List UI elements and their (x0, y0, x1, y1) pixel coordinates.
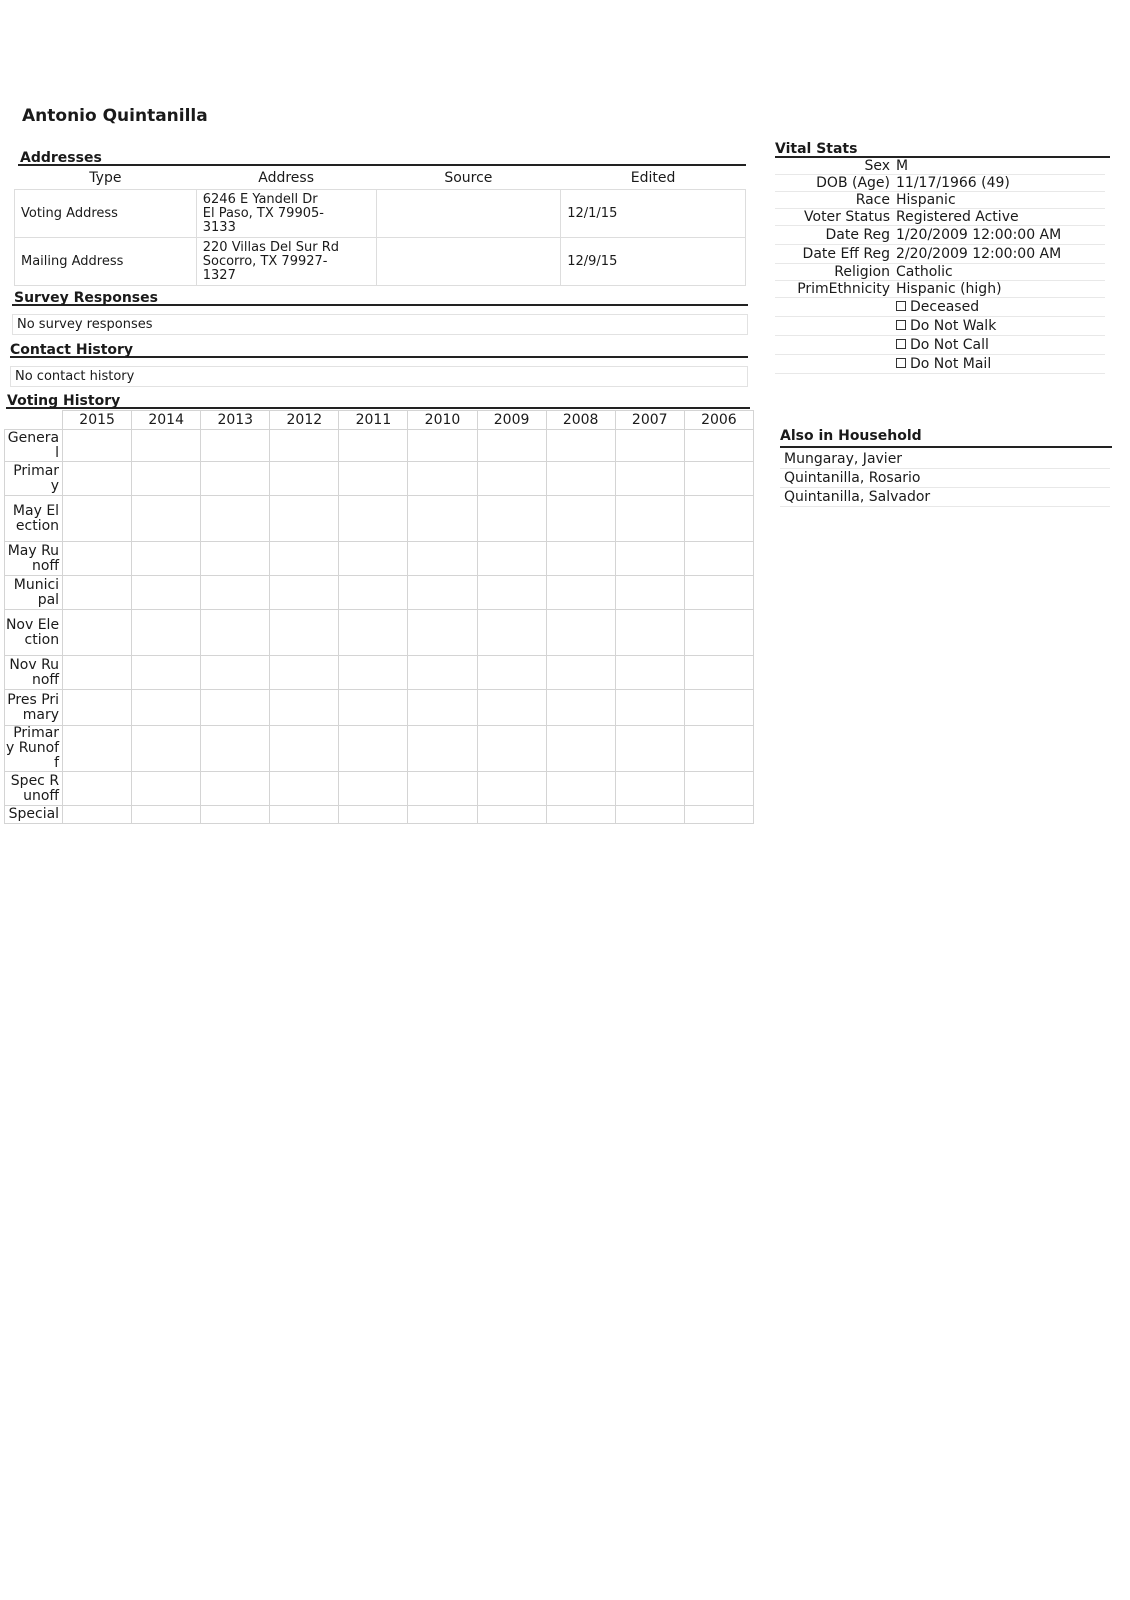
household-heading: Also in Household (780, 428, 922, 444)
election-label: Spec Runoff (5, 772, 63, 806)
address-text (196, 238, 376, 286)
vote-cell (132, 656, 201, 690)
contact-empty-text: No contact history (10, 366, 748, 387)
vital-label: Date Reg (775, 226, 893, 245)
contact-heading: Contact History (10, 342, 134, 358)
vital-flag-label: Do Not Call (910, 337, 989, 353)
vital-flag-row (775, 336, 1105, 355)
vote-cell (201, 656, 270, 690)
vote-cell (477, 772, 546, 806)
address-line: 220 Villas Del Sur Rd (202, 239, 340, 255)
vote-cell (684, 806, 753, 824)
vital-flag-spacer (775, 336, 893, 355)
vote-cell (270, 542, 339, 576)
vote-cell (270, 610, 339, 656)
vote-cell (201, 772, 270, 806)
vote-cell (132, 430, 201, 462)
election-label: Nov Election (5, 610, 63, 656)
address-edited: 12/1/15 (561, 190, 746, 238)
election-row (5, 656, 754, 690)
vital-flag-label: Deceased (910, 299, 980, 315)
vital-flag-row (775, 298, 1105, 317)
vote-cell (546, 772, 615, 806)
vital-flag-row (775, 355, 1105, 374)
vote-cell (477, 806, 546, 824)
vital-row (775, 192, 1105, 209)
vote-cell (408, 690, 477, 726)
vote-cell (339, 610, 408, 656)
vote-cell (684, 542, 753, 576)
vote-cell (132, 726, 201, 772)
vital-label: PrimEthnicity (775, 281, 893, 298)
year-header: 2012 (270, 411, 339, 430)
vote-cell (408, 576, 477, 610)
vote-cell (684, 690, 753, 726)
vital-value: M (893, 158, 1105, 175)
vote-cell (270, 462, 339, 496)
election-row (5, 462, 754, 496)
household-list (780, 450, 1110, 507)
year-header: 2011 (339, 411, 408, 430)
vote-cell (546, 806, 615, 824)
vital-label: Date Eff Reg (775, 245, 893, 264)
vote-cell (63, 772, 132, 806)
vote-cell (408, 726, 477, 772)
vote-cell (408, 430, 477, 462)
vital-flag (893, 298, 1105, 317)
vote-cell (546, 542, 615, 576)
vital-row (775, 175, 1105, 192)
vote-cell (615, 496, 684, 542)
election-label: Special (5, 806, 63, 824)
address-source (376, 238, 561, 286)
year-header: 2006 (684, 411, 753, 430)
vote-cell (132, 690, 201, 726)
vote-cell (63, 806, 132, 824)
address-line: 3133 (202, 219, 236, 235)
vital-flag (893, 336, 1105, 355)
vote-cell (477, 690, 546, 726)
vote-cell (408, 656, 477, 690)
vote-cell (615, 806, 684, 824)
vote-cell (339, 656, 408, 690)
checkbox-icon[interactable] (896, 301, 906, 311)
vote-cell (63, 656, 132, 690)
vote-cell (63, 726, 132, 772)
vital-heading: Vital Stats (775, 141, 858, 157)
vote-cell (615, 462, 684, 496)
addresses-heading: Addresses (20, 150, 102, 166)
election-row (5, 772, 754, 806)
vote-cell (339, 496, 408, 542)
vote-cell (684, 430, 753, 462)
vital-flag (893, 355, 1105, 374)
vote-cell (408, 772, 477, 806)
address-line: 1327 (202, 267, 236, 283)
election-row (5, 496, 754, 542)
vote-cell (132, 772, 201, 806)
vote-cell (201, 576, 270, 610)
vital-flag-label: Do Not Walk (910, 318, 997, 334)
vital-value: Catholic (893, 264, 1105, 281)
page-title: Antonio Quintanilla (22, 106, 208, 126)
checkbox-icon[interactable] (896, 320, 906, 330)
vote-cell (477, 462, 546, 496)
election-label: May Election (5, 496, 63, 542)
election-row (5, 576, 754, 610)
vote-cell (615, 610, 684, 656)
addresses-table (14, 168, 746, 286)
election-label: Primary Runoff (5, 726, 63, 772)
vital-value: Hispanic (high) (893, 281, 1105, 298)
col-header-address: Address (258, 170, 314, 186)
vote-cell (339, 726, 408, 772)
year-header: 2013 (201, 411, 270, 430)
vote-cell (63, 576, 132, 610)
vote-cell (477, 542, 546, 576)
vote-cell (477, 610, 546, 656)
vital-flag-label: Do Not Mail (910, 356, 992, 372)
year-header: 2008 (546, 411, 615, 430)
vote-cell (546, 656, 615, 690)
vote-cell (615, 726, 684, 772)
survey-empty-text: No survey responses (12, 314, 748, 335)
vote-cell (201, 462, 270, 496)
vote-cell (339, 772, 408, 806)
vote-cell (270, 496, 339, 542)
vital-flag (893, 317, 1105, 336)
vote-cell (684, 610, 753, 656)
election-row (5, 542, 754, 576)
vote-cell (339, 430, 408, 462)
vital-row (775, 158, 1105, 175)
vote-cell (201, 690, 270, 726)
col-header-type: Type (89, 170, 122, 186)
vote-cell (615, 656, 684, 690)
vote-cell (201, 496, 270, 542)
election-row (5, 806, 754, 824)
vote-cell (339, 690, 408, 726)
vital-label: Race (775, 192, 893, 209)
col-header-source: Source (444, 170, 493, 186)
vote-cell (132, 542, 201, 576)
vote-cell (684, 656, 753, 690)
vote-cell (684, 496, 753, 542)
vote-cell (270, 576, 339, 610)
vote-cell (684, 576, 753, 610)
vote-cell (684, 772, 753, 806)
vital-value: 1/20/2009 12:00:00 AM (893, 226, 1105, 245)
vote-cell (201, 610, 270, 656)
vote-cell (201, 726, 270, 772)
vital-label: Voter Status (775, 209, 893, 226)
vote-cell (615, 430, 684, 462)
vote-cell (546, 576, 615, 610)
household-rule (780, 446, 1112, 448)
vote-cell (615, 772, 684, 806)
vote-cell (615, 576, 684, 610)
vote-cell (201, 542, 270, 576)
vital-row (775, 209, 1105, 226)
household-member: Mungaray, Javier (780, 450, 1110, 469)
vote-cell (546, 610, 615, 656)
vote-cell (477, 430, 546, 462)
vote-cell (270, 656, 339, 690)
vote-cell (132, 576, 201, 610)
vote-cell (477, 496, 546, 542)
vote-cell (201, 430, 270, 462)
election-label: Primary (5, 462, 63, 496)
vote-cell (339, 542, 408, 576)
year-header: 2010 (408, 411, 477, 430)
address-edited: 12/9/15 (561, 238, 746, 286)
voting-heading: Voting History (7, 393, 121, 409)
vital-flag-spacer (775, 355, 893, 374)
election-label: General (5, 430, 63, 462)
voting-history-grid (4, 410, 754, 824)
vital-flag-row (775, 317, 1105, 336)
vote-cell (408, 542, 477, 576)
addresses-rule (18, 164, 746, 166)
vote-cell (615, 690, 684, 726)
vote-cell (477, 576, 546, 610)
election-label: Municipal (5, 576, 63, 610)
address-type: Voting Address (15, 190, 197, 238)
vital-value: 11/17/1966 (49) (893, 175, 1105, 192)
vote-cell (132, 806, 201, 824)
vital-flag-spacer (775, 298, 893, 317)
vote-cell (339, 806, 408, 824)
vote-cell (615, 542, 684, 576)
vote-cell (477, 726, 546, 772)
vote-cell (546, 690, 615, 726)
vote-cell (63, 610, 132, 656)
election-row (5, 726, 754, 772)
election-label: Pres Primary (5, 690, 63, 726)
vital-value: Registered Active (893, 209, 1105, 226)
vital-label: Religion (775, 264, 893, 281)
vote-cell (63, 496, 132, 542)
vote-cell (63, 542, 132, 576)
vital-value: 2/20/2009 12:00:00 AM (893, 245, 1105, 264)
year-header: 2014 (132, 411, 201, 430)
address-line: Socorro, TX 79927- (202, 253, 328, 269)
household-member: Quintanilla, Salvador (780, 488, 1110, 507)
address-line: El Paso, TX 79905- (202, 205, 324, 221)
year-header: 2007 (615, 411, 684, 430)
checkbox-icon[interactable] (896, 358, 906, 368)
vote-cell (63, 690, 132, 726)
vote-cell (132, 496, 201, 542)
vote-cell (270, 806, 339, 824)
vital-row (775, 281, 1105, 298)
vote-cell (408, 462, 477, 496)
checkbox-icon[interactable] (896, 339, 906, 349)
election-row (5, 610, 754, 656)
vote-cell (546, 430, 615, 462)
election-row (5, 430, 754, 462)
address-text (196, 190, 376, 238)
vote-cell (270, 430, 339, 462)
election-label: Nov Runoff (5, 656, 63, 690)
col-header-edited: Edited (630, 170, 676, 186)
address-type: Mailing Address (15, 238, 197, 286)
vote-cell (546, 462, 615, 496)
vote-cell (132, 462, 201, 496)
vital-label: DOB (Age) (775, 175, 893, 192)
address-line: 6246 E Yandell Dr (202, 191, 318, 207)
vote-cell (408, 610, 477, 656)
vote-cell (63, 430, 132, 462)
vital-row (775, 226, 1105, 245)
vital-label: Sex (775, 158, 893, 175)
vote-cell (270, 726, 339, 772)
vital-flag-spacer (775, 317, 893, 336)
survey-heading: Survey Responses (14, 290, 158, 306)
vital-value: Hispanic (893, 192, 1105, 209)
address-source (376, 190, 561, 238)
vote-cell (132, 610, 201, 656)
vote-cell (684, 462, 753, 496)
address-row (15, 190, 746, 238)
vote-cell (339, 462, 408, 496)
vital-stats-panel (775, 158, 1105, 374)
election-label: May Runoff (5, 542, 63, 576)
vote-cell (270, 772, 339, 806)
vote-cell (546, 726, 615, 772)
vote-cell (477, 656, 546, 690)
grid-corner (5, 411, 63, 430)
address-row (15, 238, 746, 286)
household-member: Quintanilla, Rosario (780, 469, 1110, 488)
election-row (5, 690, 754, 726)
vote-cell (270, 690, 339, 726)
vote-cell (63, 462, 132, 496)
vote-cell (546, 496, 615, 542)
year-header: 2015 (63, 411, 132, 430)
vote-cell (408, 496, 477, 542)
vote-cell (201, 806, 270, 824)
vital-row (775, 264, 1105, 281)
vote-cell (408, 806, 477, 824)
year-header: 2009 (477, 411, 546, 430)
vital-row (775, 245, 1105, 264)
vote-cell (684, 726, 753, 772)
vote-cell (339, 576, 408, 610)
